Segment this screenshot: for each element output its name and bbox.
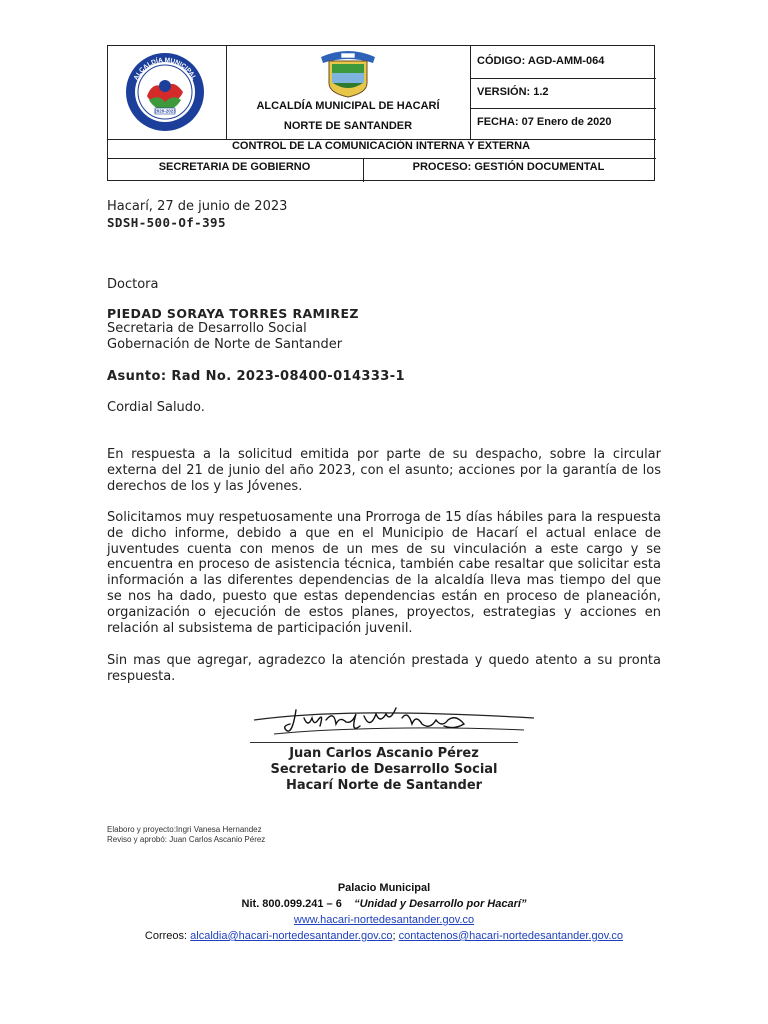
credits-prepared: Elaboro y proyecto:Ingri Vanesa Hernandez	[107, 825, 262, 834]
recipient-name: PIEDAD SORAYA TORRES RAMIREZ	[107, 306, 359, 321]
org-region: NORTE DE SANTANDER	[283, 120, 413, 132]
recipient-org: Gobernación de Norte de Santander	[107, 337, 343, 352]
email-alcaldia-link[interactable]: alcaldia@hacari-nortedesantander.gov.co	[190, 930, 393, 942]
divider	[470, 78, 656, 79]
footer-nit-line	[0, 896, 768, 912]
divider	[108, 158, 656, 159]
signer-place: Hacarí Norte de Santander	[285, 778, 483, 793]
municipal-seal-logo	[125, 50, 205, 134]
salutation-title: Doctora	[107, 277, 159, 292]
footer-website-line	[0, 912, 768, 928]
seal-years: 2020-2023	[154, 108, 176, 114]
paragraph-2: Solicitamos muy respetuosamente una Prorroga de 15 días hábiles para la respuesta de dicho informe, debido a que en el Municipio de Hacarí el actual enlace de juventudes cuenta con menos de un mes de su vinculación a este cargo y se encuentra en proceso de asistencia técnica, también cabe resaltar que solicitar esta información a las diferentes dependencias de la alcaldía lleva mas tiempo del que se nos ha dado, puesto que estas dependencias están en proceso de planeación, organización o ejecución de estos planes, proyectos, estrategias y acciones en relación al subsistema de participación juvenil.	[107, 510, 661, 636]
emails-label: Correos:	[144, 930, 188, 942]
signer-name: Juan Carlos Ascanio Pérez	[289, 746, 479, 761]
divider	[470, 108, 656, 109]
secretaria-label: SECRETARIA DE GOBIERNO	[158, 161, 311, 173]
reference-number: SDSH-500-Of-395	[107, 215, 226, 230]
doc-date: FECHA: 07 Enero de 2020	[477, 116, 612, 128]
signature-line	[250, 742, 518, 743]
org-name: ALCALDÍA MUNICIPAL DE HACARÍ	[256, 100, 440, 112]
doc-version: VERSIÓN: 1.2	[477, 86, 549, 98]
shield-logo	[317, 47, 379, 99]
footer-emails-line	[0, 928, 768, 944]
footer-nit: Nit. 800.099.241 – 6	[241, 898, 342, 910]
divider	[470, 46, 471, 139]
control-title: CONTROL DE LA COMUNICACIÓN INTERNA Y EXTERNA	[231, 140, 531, 152]
recipient-role: Secretaria de Desarrollo Social	[107, 321, 307, 336]
email-contactenos-link[interactable]: contactenos@hacari-nortedesantander.gov.co	[398, 930, 624, 942]
handwritten-signature	[234, 700, 544, 746]
doc-code: CÓDIGO: AGD-AMM-064	[477, 55, 605, 67]
paragraph-1: En respuesta a la solicitud emitida por parte de su despacho, sobre la circular externa del 21 de junio del año 2023, con el asunto; acciones por la garantía de los derechos de los y las Jóvenes.	[107, 447, 661, 494]
seal-ring-text: ALCALDÍA MUNICIPAL	[132, 56, 198, 82]
footer-building: Palacio Municipal	[337, 882, 431, 894]
credits-reviewed: Reviso y aprobó: Juan Carlos Ascanio Pérez	[107, 835, 266, 844]
proceso-label: PROCESO: GESTIÓN DOCUMENTAL	[412, 161, 605, 173]
place-date: Hacarí, 27 de junio de 2023	[107, 199, 288, 214]
subject-line: Asunto: Rad No. 2023-08400-014333-1	[107, 369, 405, 384]
greeting: Cordial Saludo.	[107, 400, 205, 415]
footer-slogan: “Unidad y Desarrollo por Hacarí”	[354, 898, 527, 910]
paragraph-3: Sin mas que agregar, agradezco la atención prestada y quedo atento a su pronta respuesta.	[107, 653, 661, 684]
signer-role: Secretario de Desarrollo Social	[270, 762, 498, 777]
email-separator: ;	[392, 930, 396, 942]
website-link[interactable]: www.hacari-nortedesantander.gov.co	[293, 914, 475, 926]
